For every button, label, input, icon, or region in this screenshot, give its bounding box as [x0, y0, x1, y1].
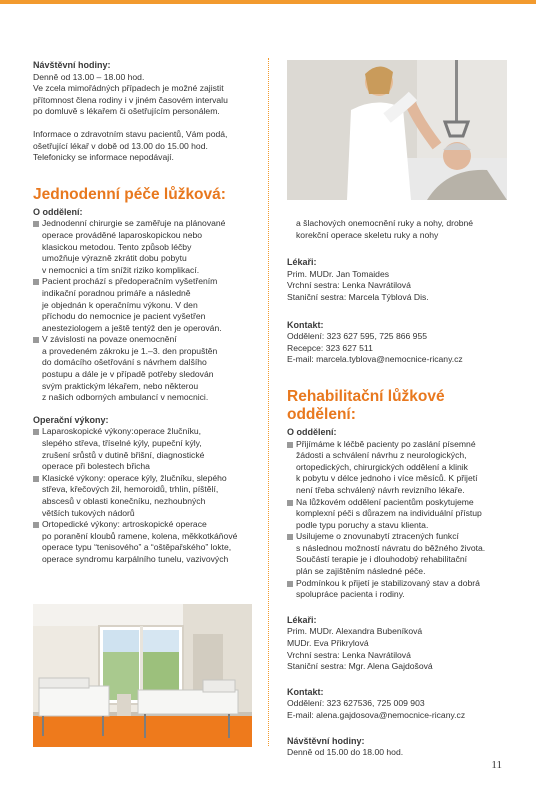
page-number: 11	[491, 759, 502, 771]
doctors-text: Prim. MUDr. Alexandra Bubeníková MUDr. Eva Přikrylová Vrchní sestra: Lenka Navrátilová Staniční sestra: Mgr. Alena Gajdošová	[287, 626, 433, 672]
list-item: V závislosti na povaze onemocnění a provedeném zákroku je 1.–3. den propuštěn do domácího ošetřování s návrhem dalšího postupu a dále je v případě potřeby sledován svým praktickým lékařem, nebo některou z našich odborných ambulancí v nemocnici.	[33, 334, 255, 404]
about-department-label: O oddělení:	[33, 206, 83, 217]
list-item: Usilujeme o znovunabytí ztracených funkcí s následnou možností návratu do běžného života. Součástí terapie je i dlouhodobý rehabilitační plán se zajištěním následné péče.	[287, 531, 509, 577]
top-accent-bar	[0, 0, 536, 4]
section-heading-day-care: Jednodenní péče lůžková:	[33, 185, 226, 203]
left-column	[33, 60, 255, 566]
doctors-text: Prim. MUDr. Jan Tomaides Vrchní sestra: Lenka Navrátilová Staniční sestra: Marcela Týblová Dis.	[287, 268, 429, 302]
doctors-label: Lékaři:	[287, 257, 317, 268]
visiting-hours-label: Návštěvní hodiny:	[33, 60, 111, 70]
contact-text: Oddělení: 323 627536, 725 009 903 E-mail: alena.gajdosova@nemocnice-ricany.cz	[287, 698, 466, 720]
visiting-hours-label: Návštěvní hodiny:	[287, 735, 365, 746]
right-column	[287, 218, 509, 759]
column-divider	[268, 58, 269, 746]
list-item: Klasické výkony: operace kýly, žlučníku, slepého střeva, křečových žil, hemoroidů, trhlin, píštělí, abscesů v oblasti konečníku, nezhoubných větších tukových nádorů	[33, 473, 255, 519]
patient-info-text: Informace o zdravotním stavu pacientů, Vám podá, ošetřující lékař v době od 13.00 do 15.00 hod. Telefonicky se informace nepodávají.	[33, 128, 228, 163]
operations-label: Operační výkony:	[33, 414, 109, 425]
list-item: Přijímáme k léčbě pacienty po zaslání písemné žádosti a schválení návrhu z neurologických, ortopedických, chirurgických oddělení a klinik k pobytu v délce jednoho i více měsíců. K přijetí není třeba schválený návrh revizního lékaře.	[287, 439, 509, 497]
contact-label: Kontakt:	[287, 319, 324, 330]
rehabilitation-photo	[287, 60, 507, 200]
rehab-department-list	[287, 439, 509, 601]
hospital-room-photo	[33, 604, 252, 747]
contact-text: Oddělení: 323 627 595, 725 866 955 Recepce: 323 627 511 E-mail: marcela.tyblova@nemocnice-ricany.cz	[287, 331, 463, 365]
list-item: Laparoskopické výkony:operace žlučníku, slepého střeva, tříselné kýly, pupeční kýly, zrušení srůstů v dutině břišní, diagnostické operace při bolestech břicha	[33, 426, 255, 472]
contact-label: Kontakt:	[287, 686, 324, 697]
operations-continuation: a šlachových onemocnění ruky a nohy, drobné korekční operace skeletu ruky a nohy	[296, 218, 474, 240]
list-item: Ortopedické výkony: artroskopické operace po poranění kloubů ramene, kolena, měkkotkáňové operace typu “tenisového” a “oštěpařského” lokte, operace syndromu karpálního tunelu, vazivových	[33, 519, 255, 565]
visiting-hours-text: Denně od 15.00 do 18.00 hod.	[287, 747, 404, 758]
doctors-label: Lékaři:	[287, 614, 317, 625]
department-list	[33, 218, 255, 404]
visiting-hours-text: Denně od 13.00 – 18.00 hod. Ve zcela mimořádných případech je možné zajistit přítomnost člena rodiny i v jiném časovém intervalu po domluvě s lékařem či ošetřujícím personálem.	[33, 71, 228, 117]
about-department-label: O oddělení:	[287, 426, 337, 437]
list-item: Pacient prochází s předoperačním vyšetřením indikační poradnou primáře a následně je objednán k operačnímu výkonu. V den příchodu do nemocnice je pacient vyšetřen anesteziologem a ještě tentýž den je operován.	[33, 276, 255, 334]
operations-list	[33, 426, 255, 565]
list-item: Jednodenní chirurgie se zaměřuje na plánované operace prováděné laparoskopickou nebo klasickou metodou. Tento způsob léčby umožňuje výrazně zkrátit dobu pobytu v nemocnici a tím snížit riziko komplikací.	[33, 218, 255, 276]
list-item: Na lůžkovém oddělení pacientům poskytujeme komplexní péči s důrazem na individuální přístup podle typu poruchy a stavu klienta.	[287, 497, 509, 532]
section-heading-rehabilitation: Rehabilitační lůžkové oddělení:	[287, 387, 445, 423]
list-item: Podmínkou k přijetí je stabilizovaný stav a dobrá spolupráce pacienta i rodiny.	[287, 578, 509, 601]
